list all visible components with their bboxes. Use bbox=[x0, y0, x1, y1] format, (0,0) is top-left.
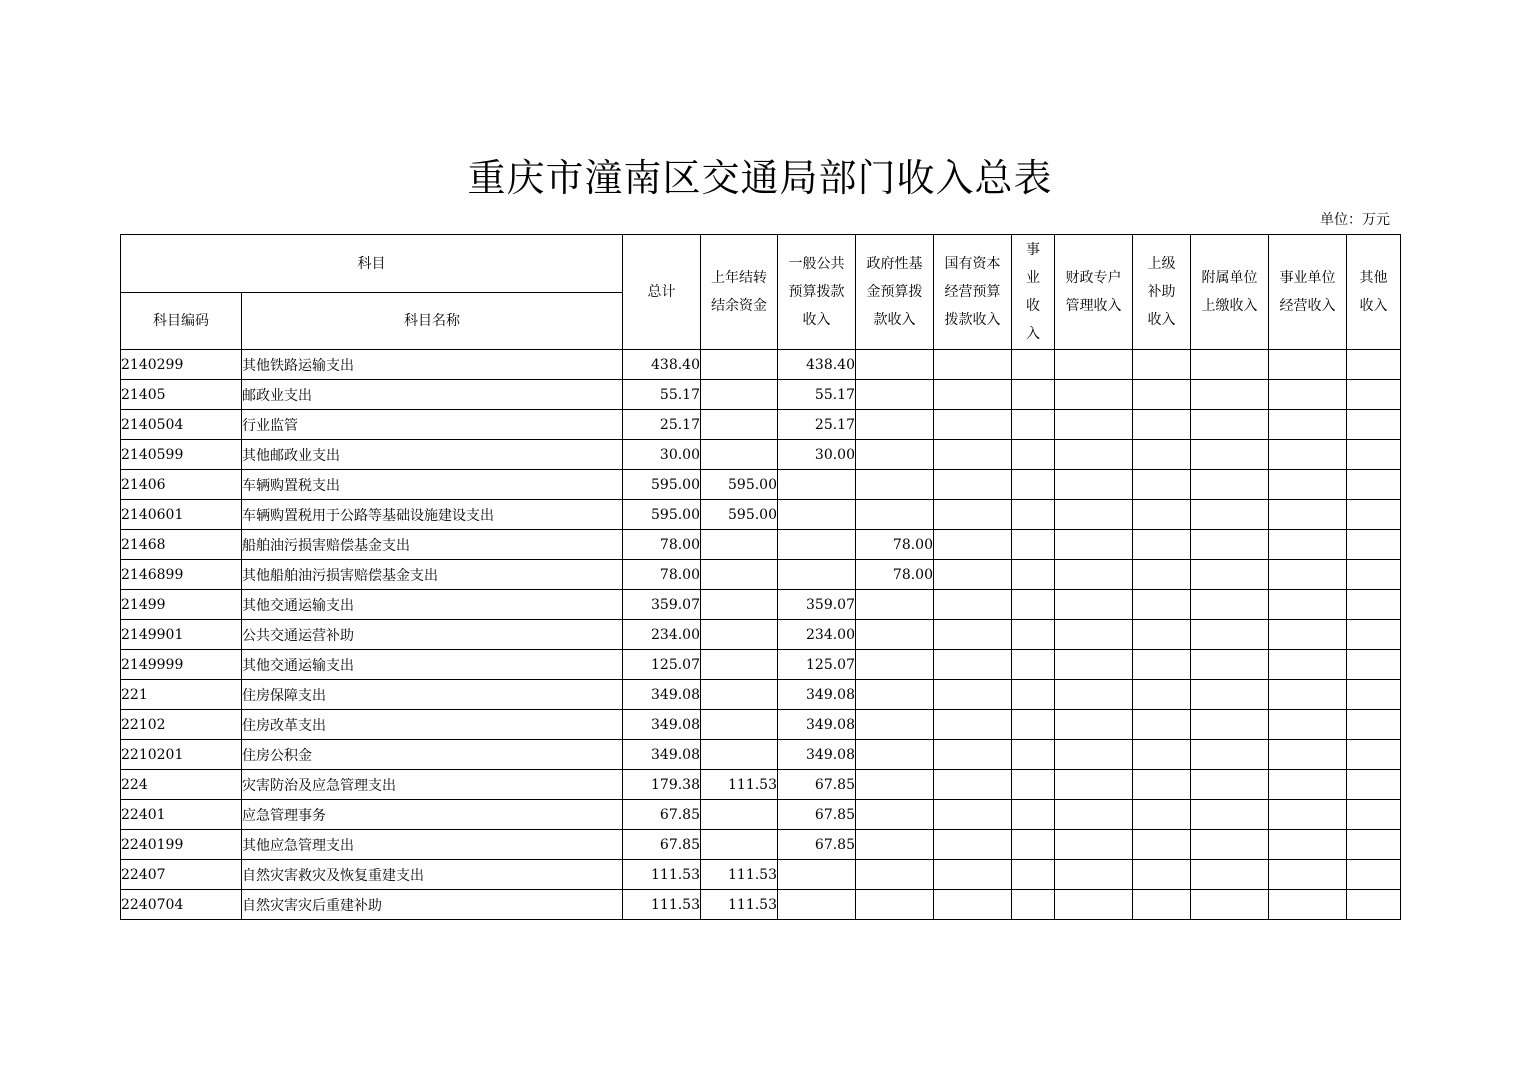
row-business bbox=[1012, 560, 1055, 590]
table-row bbox=[121, 650, 1401, 680]
header-subject: 科目 bbox=[121, 235, 623, 293]
row-superior-subsidy bbox=[1133, 680, 1191, 710]
row-superior-subsidy bbox=[1133, 800, 1191, 830]
row-other bbox=[1347, 710, 1401, 740]
row-business-ops bbox=[1269, 710, 1347, 740]
row-superior-subsidy bbox=[1133, 560, 1191, 590]
row-gov-fund bbox=[856, 650, 934, 680]
row-carryover: 111.53 bbox=[701, 860, 778, 890]
row-subordinate bbox=[1191, 800, 1269, 830]
row-name: 自然灾害救灾及恢复重建支出 bbox=[242, 860, 623, 890]
row-subordinate bbox=[1191, 590, 1269, 620]
row-name: 其他船舶油污损害赔偿基金支出 bbox=[242, 560, 623, 590]
row-general-budget: 30.00 bbox=[778, 440, 856, 470]
row-subordinate bbox=[1191, 740, 1269, 770]
row-business bbox=[1012, 500, 1055, 530]
row-carryover bbox=[701, 530, 778, 560]
row-special-account bbox=[1055, 530, 1133, 560]
row-name: 其他交通运输支出 bbox=[242, 650, 623, 680]
row-gov-fund bbox=[856, 620, 934, 650]
row-carryover: 595.00 bbox=[701, 470, 778, 500]
row-total: 359.07 bbox=[623, 590, 701, 620]
row-subordinate bbox=[1191, 830, 1269, 860]
row-code: 224 bbox=[121, 770, 242, 800]
row-subordinate bbox=[1191, 500, 1269, 530]
row-other bbox=[1347, 650, 1401, 680]
row-special-account bbox=[1055, 830, 1133, 860]
row-business bbox=[1012, 770, 1055, 800]
header-gov-fund: 政府性基金预算拨款收入 bbox=[856, 235, 934, 350]
row-state-capital bbox=[934, 380, 1012, 410]
row-general-budget bbox=[778, 500, 856, 530]
row-superior-subsidy bbox=[1133, 440, 1191, 470]
row-total: 111.53 bbox=[623, 860, 701, 890]
row-carryover bbox=[701, 650, 778, 680]
table-row bbox=[121, 500, 1401, 530]
row-gov-fund bbox=[856, 710, 934, 740]
row-superior-subsidy bbox=[1133, 620, 1191, 650]
row-carryover bbox=[701, 680, 778, 710]
row-special-account bbox=[1055, 680, 1133, 710]
row-special-account bbox=[1055, 350, 1133, 380]
row-state-capital bbox=[934, 710, 1012, 740]
row-code: 2140601 bbox=[121, 500, 242, 530]
row-code: 2149999 bbox=[121, 650, 242, 680]
row-superior-subsidy bbox=[1133, 500, 1191, 530]
row-carryover bbox=[701, 710, 778, 740]
row-other bbox=[1347, 470, 1401, 500]
row-general-budget: 67.85 bbox=[778, 800, 856, 830]
row-special-account bbox=[1055, 500, 1133, 530]
row-total: 349.08 bbox=[623, 680, 701, 710]
row-general-budget: 67.85 bbox=[778, 830, 856, 860]
row-code: 221 bbox=[121, 680, 242, 710]
row-state-capital bbox=[934, 470, 1012, 500]
row-subordinate bbox=[1191, 470, 1269, 500]
row-special-account bbox=[1055, 560, 1133, 590]
page-title: 重庆市潼南区交通局部门收入总表 bbox=[467, 156, 1053, 200]
row-special-account bbox=[1055, 440, 1133, 470]
row-business-ops bbox=[1269, 890, 1347, 920]
row-state-capital bbox=[934, 770, 1012, 800]
row-state-capital bbox=[934, 410, 1012, 440]
row-other bbox=[1347, 680, 1401, 710]
row-total: 67.85 bbox=[623, 800, 701, 830]
row-business-ops bbox=[1269, 350, 1347, 380]
row-business bbox=[1012, 740, 1055, 770]
row-business bbox=[1012, 590, 1055, 620]
row-business bbox=[1012, 380, 1055, 410]
row-subordinate bbox=[1191, 710, 1269, 740]
row-name: 车辆购置税支出 bbox=[242, 470, 623, 500]
row-code: 21406 bbox=[121, 470, 242, 500]
row-business-ops bbox=[1269, 590, 1347, 620]
row-superior-subsidy bbox=[1133, 830, 1191, 860]
row-general-budget: 55.17 bbox=[778, 380, 856, 410]
row-code: 21405 bbox=[121, 380, 242, 410]
table-row bbox=[121, 410, 1401, 440]
row-business-ops bbox=[1269, 530, 1347, 560]
row-gov-fund bbox=[856, 830, 934, 860]
header-business: 事业收入 bbox=[1012, 235, 1055, 350]
header-state-capital: 国有资本经营预算拨款收入 bbox=[934, 235, 1012, 350]
table-row bbox=[121, 560, 1401, 590]
row-other bbox=[1347, 770, 1401, 800]
row-state-capital bbox=[934, 500, 1012, 530]
row-subordinate bbox=[1191, 650, 1269, 680]
row-business-ops bbox=[1269, 440, 1347, 470]
row-business-ops bbox=[1269, 560, 1347, 590]
row-special-account bbox=[1055, 380, 1133, 410]
row-carryover bbox=[701, 620, 778, 650]
row-special-account bbox=[1055, 590, 1133, 620]
row-other bbox=[1347, 500, 1401, 530]
row-superior-subsidy bbox=[1133, 890, 1191, 920]
row-other bbox=[1347, 800, 1401, 830]
table-row bbox=[121, 740, 1401, 770]
table-row bbox=[121, 350, 1401, 380]
row-business-ops bbox=[1269, 770, 1347, 800]
row-subordinate bbox=[1191, 380, 1269, 410]
row-subordinate bbox=[1191, 410, 1269, 440]
row-state-capital bbox=[934, 740, 1012, 770]
row-carryover bbox=[701, 380, 778, 410]
row-carryover bbox=[701, 410, 778, 440]
row-business bbox=[1012, 530, 1055, 560]
row-special-account bbox=[1055, 620, 1133, 650]
row-business-ops bbox=[1269, 800, 1347, 830]
row-state-capital bbox=[934, 350, 1012, 380]
row-name: 自然灾害灾后重建补助 bbox=[242, 890, 623, 920]
row-business bbox=[1012, 620, 1055, 650]
header-special-account: 财政专户管理收入 bbox=[1055, 235, 1133, 350]
row-special-account bbox=[1055, 800, 1133, 830]
row-subordinate bbox=[1191, 890, 1269, 920]
row-code: 21499 bbox=[121, 590, 242, 620]
row-business-ops bbox=[1269, 620, 1347, 650]
row-other bbox=[1347, 530, 1401, 560]
table-row bbox=[121, 710, 1401, 740]
row-state-capital bbox=[934, 860, 1012, 890]
table-row bbox=[121, 800, 1401, 830]
row-superior-subsidy bbox=[1133, 860, 1191, 890]
row-other bbox=[1347, 740, 1401, 770]
row-other bbox=[1347, 890, 1401, 920]
row-state-capital bbox=[934, 440, 1012, 470]
table-row bbox=[121, 440, 1401, 470]
row-business-ops bbox=[1269, 500, 1347, 530]
row-superior-subsidy bbox=[1133, 590, 1191, 620]
row-business-ops bbox=[1269, 680, 1347, 710]
table-row bbox=[121, 380, 1401, 410]
row-gov-fund bbox=[856, 860, 934, 890]
row-code: 22401 bbox=[121, 800, 242, 830]
row-total: 25.17 bbox=[623, 410, 701, 440]
row-code: 2140504 bbox=[121, 410, 242, 440]
table-row bbox=[121, 830, 1401, 860]
row-other bbox=[1347, 830, 1401, 860]
row-carryover: 111.53 bbox=[701, 890, 778, 920]
table-row bbox=[121, 620, 1401, 650]
table-row bbox=[121, 860, 1401, 890]
row-gov-fund bbox=[856, 770, 934, 800]
table-row bbox=[121, 680, 1401, 710]
row-total: 78.00 bbox=[623, 530, 701, 560]
row-superior-subsidy bbox=[1133, 650, 1191, 680]
row-total: 595.00 bbox=[623, 470, 701, 500]
row-name: 车辆购置税用于公路等基础设施建设支出 bbox=[242, 500, 623, 530]
row-superior-subsidy bbox=[1133, 350, 1191, 380]
row-general-budget: 125.07 bbox=[778, 650, 856, 680]
row-business bbox=[1012, 680, 1055, 710]
header-total: 总计 bbox=[623, 235, 701, 350]
row-business bbox=[1012, 650, 1055, 680]
row-code: 2140299 bbox=[121, 350, 242, 380]
income-table bbox=[120, 234, 1401, 920]
row-carryover bbox=[701, 800, 778, 830]
row-code: 2140599 bbox=[121, 440, 242, 470]
row-carryover bbox=[701, 560, 778, 590]
row-general-budget: 349.08 bbox=[778, 710, 856, 740]
row-gov-fund bbox=[856, 890, 934, 920]
row-other bbox=[1347, 620, 1401, 650]
row-carryover bbox=[701, 440, 778, 470]
row-state-capital bbox=[934, 800, 1012, 830]
header-superior-subsidy: 上级补助收入 bbox=[1133, 235, 1191, 350]
row-code: 21468 bbox=[121, 530, 242, 560]
header-code: 科目编码 bbox=[121, 293, 242, 350]
row-name: 其他邮政业支出 bbox=[242, 440, 623, 470]
row-special-account bbox=[1055, 650, 1133, 680]
row-carryover: 111.53 bbox=[701, 770, 778, 800]
row-gov-fund bbox=[856, 440, 934, 470]
row-code: 22407 bbox=[121, 860, 242, 890]
row-name: 船舶油污损害赔偿基金支出 bbox=[242, 530, 623, 560]
row-code: 2240704 bbox=[121, 890, 242, 920]
row-code: 2210201 bbox=[121, 740, 242, 770]
row-special-account bbox=[1055, 740, 1133, 770]
row-business bbox=[1012, 710, 1055, 740]
row-business-ops bbox=[1269, 860, 1347, 890]
row-special-account bbox=[1055, 770, 1133, 800]
row-superior-subsidy bbox=[1133, 380, 1191, 410]
row-state-capital bbox=[934, 650, 1012, 680]
row-superior-subsidy bbox=[1133, 740, 1191, 770]
row-name: 应急管理事务 bbox=[242, 800, 623, 830]
row-superior-subsidy bbox=[1133, 410, 1191, 440]
row-name: 其他交通运输支出 bbox=[242, 590, 623, 620]
row-total: 438.40 bbox=[623, 350, 701, 380]
table-row bbox=[121, 890, 1401, 920]
row-total: 179.38 bbox=[623, 770, 701, 800]
row-business bbox=[1012, 800, 1055, 830]
row-total: 111.53 bbox=[623, 890, 701, 920]
row-superior-subsidy bbox=[1133, 470, 1191, 500]
row-name: 住房改革支出 bbox=[242, 710, 623, 740]
row-carryover: 595.00 bbox=[701, 500, 778, 530]
row-total: 30.00 bbox=[623, 440, 701, 470]
row-other bbox=[1347, 440, 1401, 470]
row-business bbox=[1012, 410, 1055, 440]
row-general-budget bbox=[778, 890, 856, 920]
row-gov-fund bbox=[856, 380, 934, 410]
row-business-ops bbox=[1269, 830, 1347, 860]
row-business bbox=[1012, 350, 1055, 380]
header-carryover: 上年结转结余资金 bbox=[701, 235, 778, 350]
row-total: 349.08 bbox=[623, 710, 701, 740]
row-special-account bbox=[1055, 710, 1133, 740]
row-general-budget bbox=[778, 560, 856, 590]
row-business-ops bbox=[1269, 740, 1347, 770]
row-special-account bbox=[1055, 860, 1133, 890]
row-superior-subsidy bbox=[1133, 710, 1191, 740]
header-subordinate: 附属单位上缴收入 bbox=[1191, 235, 1269, 350]
row-state-capital bbox=[934, 830, 1012, 860]
row-other bbox=[1347, 410, 1401, 440]
row-business-ops bbox=[1269, 410, 1347, 440]
row-state-capital bbox=[934, 890, 1012, 920]
row-general-budget bbox=[778, 860, 856, 890]
row-subordinate bbox=[1191, 620, 1269, 650]
row-general-budget: 67.85 bbox=[778, 770, 856, 800]
row-general-budget: 234.00 bbox=[778, 620, 856, 650]
row-carryover bbox=[701, 590, 778, 620]
row-name: 其他铁路运输支出 bbox=[242, 350, 623, 380]
table-body bbox=[121, 350, 1401, 920]
row-name: 灾害防治及应急管理支出 bbox=[242, 770, 623, 800]
row-subordinate bbox=[1191, 680, 1269, 710]
row-total: 78.00 bbox=[623, 560, 701, 590]
row-other bbox=[1347, 860, 1401, 890]
row-total: 595.00 bbox=[623, 500, 701, 530]
row-business bbox=[1012, 890, 1055, 920]
row-general-budget bbox=[778, 470, 856, 500]
row-name: 住房公积金 bbox=[242, 740, 623, 770]
row-name: 公共交通运营补助 bbox=[242, 620, 623, 650]
row-carryover bbox=[701, 350, 778, 380]
row-general-budget: 25.17 bbox=[778, 410, 856, 440]
row-code: 2240199 bbox=[121, 830, 242, 860]
row-general-budget: 359.07 bbox=[778, 590, 856, 620]
unit-label: 单位：万元 bbox=[1320, 212, 1390, 228]
row-state-capital bbox=[934, 530, 1012, 560]
row-state-capital bbox=[934, 620, 1012, 650]
row-other bbox=[1347, 380, 1401, 410]
row-business-ops bbox=[1269, 650, 1347, 680]
row-subordinate bbox=[1191, 350, 1269, 380]
row-gov-fund bbox=[856, 680, 934, 710]
table-row bbox=[121, 530, 1401, 560]
row-business bbox=[1012, 440, 1055, 470]
row-name: 其他应急管理支出 bbox=[242, 830, 623, 860]
row-general-budget bbox=[778, 530, 856, 560]
row-code: 2146899 bbox=[121, 560, 242, 590]
row-gov-fund: 78.00 bbox=[856, 530, 934, 560]
header-business-ops: 事业单位经营收入 bbox=[1269, 235, 1347, 350]
row-gov-fund bbox=[856, 500, 934, 530]
row-superior-subsidy bbox=[1133, 530, 1191, 560]
row-carryover bbox=[701, 740, 778, 770]
row-business-ops bbox=[1269, 470, 1347, 500]
row-other bbox=[1347, 350, 1401, 380]
row-subordinate bbox=[1191, 860, 1269, 890]
row-gov-fund bbox=[856, 470, 934, 500]
row-business-ops bbox=[1269, 380, 1347, 410]
row-total: 349.08 bbox=[623, 740, 701, 770]
row-name: 住房保障支出 bbox=[242, 680, 623, 710]
row-general-budget: 349.08 bbox=[778, 740, 856, 770]
table-row bbox=[121, 770, 1401, 800]
row-other bbox=[1347, 560, 1401, 590]
row-subordinate bbox=[1191, 770, 1269, 800]
row-total: 67.85 bbox=[623, 830, 701, 860]
row-total: 55.17 bbox=[623, 380, 701, 410]
row-general-budget: 349.08 bbox=[778, 680, 856, 710]
header-general-budget: 一般公共预算拨款收入 bbox=[778, 235, 856, 350]
row-gov-fund: 78.00 bbox=[856, 560, 934, 590]
row-special-account bbox=[1055, 890, 1133, 920]
row-subordinate bbox=[1191, 530, 1269, 560]
row-general-budget: 438.40 bbox=[778, 350, 856, 380]
row-special-account bbox=[1055, 410, 1133, 440]
row-business bbox=[1012, 470, 1055, 500]
row-state-capital bbox=[934, 560, 1012, 590]
row-gov-fund bbox=[856, 350, 934, 380]
row-business bbox=[1012, 860, 1055, 890]
row-gov-fund bbox=[856, 800, 934, 830]
row-gov-fund bbox=[856, 740, 934, 770]
row-code: 2149901 bbox=[121, 620, 242, 650]
header-other: 其他收入 bbox=[1347, 235, 1401, 350]
row-other bbox=[1347, 590, 1401, 620]
row-code: 22102 bbox=[121, 710, 242, 740]
table-row bbox=[121, 470, 1401, 500]
row-subordinate bbox=[1191, 440, 1269, 470]
row-subordinate bbox=[1191, 560, 1269, 590]
row-total: 234.00 bbox=[623, 620, 701, 650]
table-row bbox=[121, 590, 1401, 620]
row-superior-subsidy bbox=[1133, 770, 1191, 800]
header-name: 科目名称 bbox=[242, 293, 623, 350]
row-business bbox=[1012, 830, 1055, 860]
row-state-capital bbox=[934, 680, 1012, 710]
row-gov-fund bbox=[856, 410, 934, 440]
row-name: 行业监管 bbox=[242, 410, 623, 440]
row-gov-fund bbox=[856, 590, 934, 620]
row-carryover bbox=[701, 830, 778, 860]
row-name: 邮政业支出 bbox=[242, 380, 623, 410]
row-state-capital bbox=[934, 590, 1012, 620]
row-total: 125.07 bbox=[623, 650, 701, 680]
row-special-account bbox=[1055, 470, 1133, 500]
